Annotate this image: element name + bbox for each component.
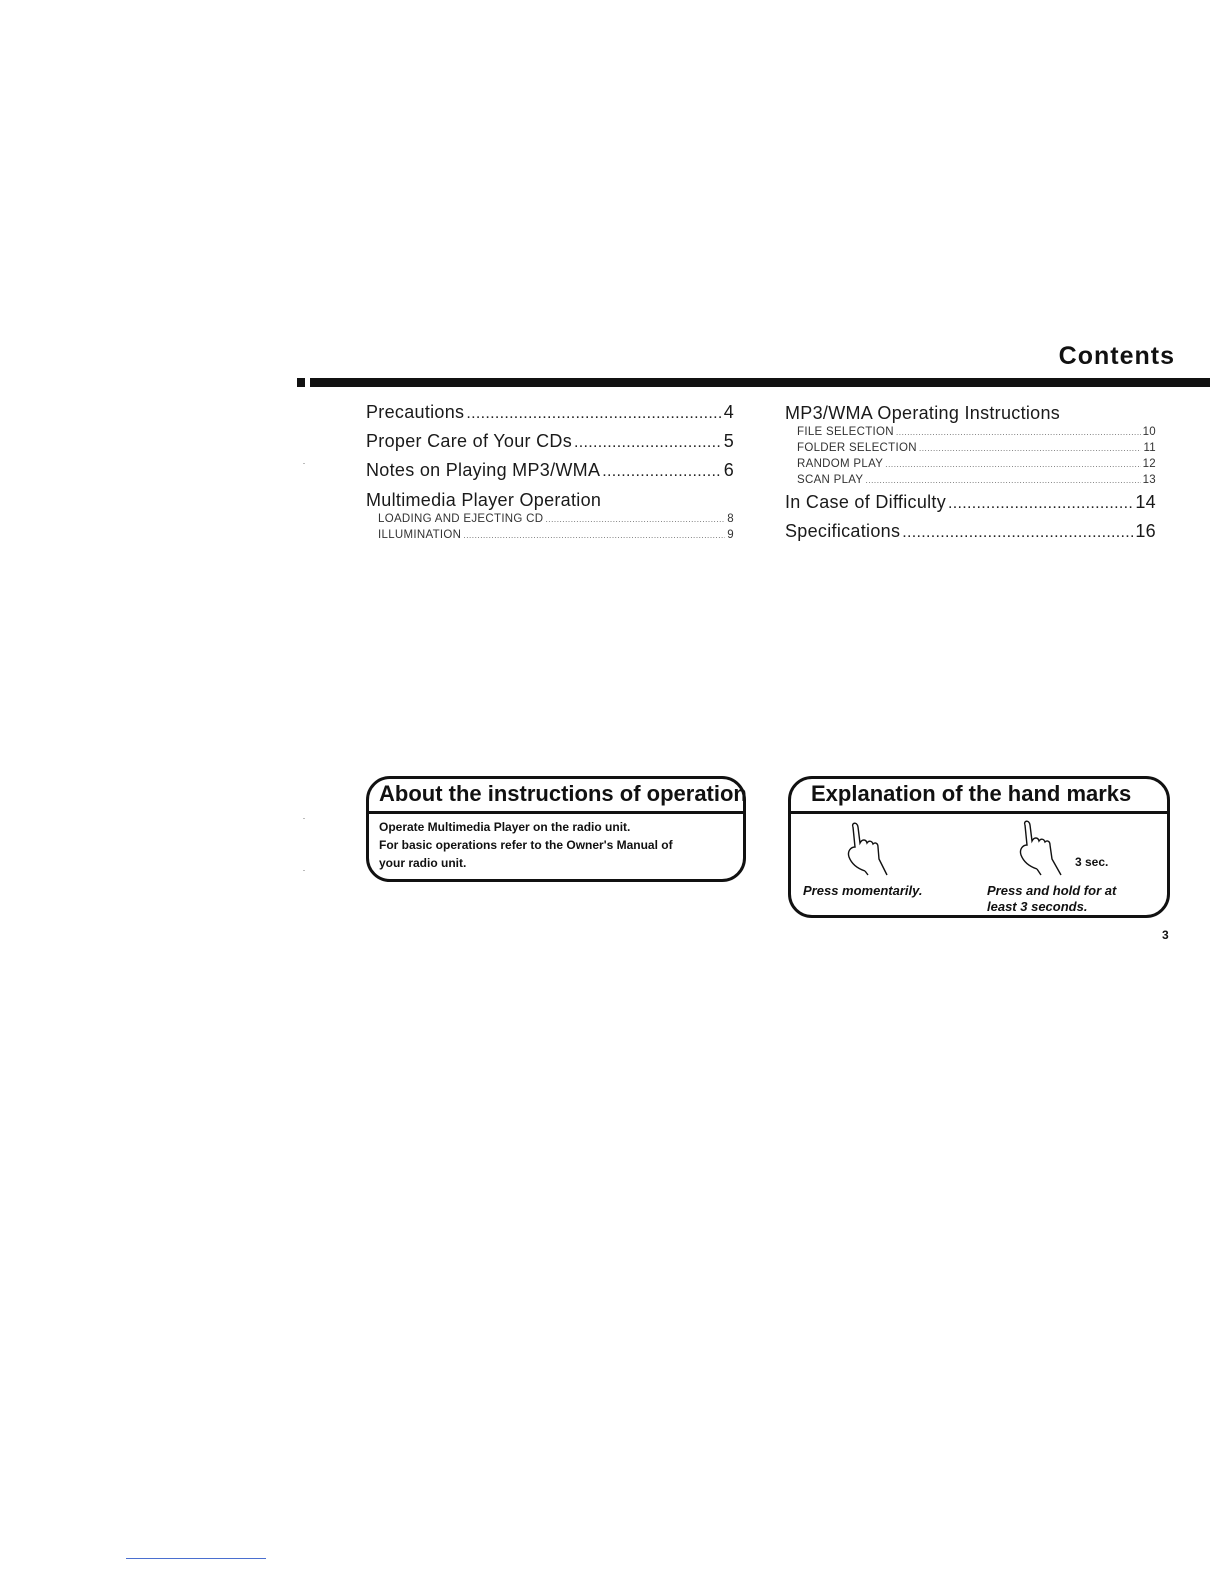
footer-rule [126, 1558, 266, 1559]
toc-page-number: 13 [1142, 474, 1156, 486]
dot-leader [466, 405, 721, 423]
toc-entry-label: Precautions [366, 402, 465, 422]
dot-leader [602, 463, 721, 481]
hand-marks-box [788, 776, 1170, 918]
toc-entry-label: Proper Care of Your CDs [366, 431, 572, 451]
toc-entry-label: Notes on Playing MP3/WMA [366, 460, 601, 480]
toc-page-number: 8 [727, 513, 734, 525]
toc-subentry-illumination[interactable] [378, 527, 734, 543]
dot-leader [902, 524, 1133, 542]
toc-entry-specifications[interactable] [785, 521, 1156, 550]
toc-entry-cd-care[interactable] [366, 431, 734, 460]
scan-mark [303, 818, 305, 819]
toc-subentry-label: FILE SELECTION [797, 426, 894, 438]
dot-leader [574, 434, 722, 452]
title-bar [310, 378, 1210, 387]
toc-subentry-label: LOADING AND EJECTING CD [378, 513, 544, 525]
toc-page-number: 6 [723, 460, 734, 480]
toc-page-number: 4 [723, 402, 734, 422]
box-divider [369, 811, 743, 814]
toc-subentry-loading[interactable] [378, 511, 734, 527]
toc-entry-label: Specifications [785, 521, 901, 541]
toc-page-number: 5 [723, 431, 734, 451]
toc-entry-mp3-notes[interactable] [366, 460, 734, 489]
scan-mark [303, 870, 305, 871]
toc-entry-precautions[interactable] [366, 402, 734, 431]
dot-leader [865, 472, 1140, 488]
toc-entry-difficulty[interactable] [785, 492, 1156, 521]
dot-leader [463, 527, 725, 543]
toc-page-number: 11 [1143, 442, 1156, 454]
toc-subentry-label: SCAN PLAY [797, 474, 864, 486]
toc-subentry-label: FOLDER SELECTION [797, 442, 917, 454]
about-line: For basic operations refer to the Owner's Manual of [379, 838, 673, 852]
toc-group-heading[interactable]: MP3/WMA Operating Instructions [785, 403, 1061, 423]
toc-subentry-file-selection[interactable] [797, 424, 1156, 440]
dot-leader [896, 424, 1141, 440]
dot-leader [545, 511, 725, 527]
toc-group-mp3-instructions [785, 402, 1156, 488]
hand-box-title: Explanation of the hand marks [811, 781, 1132, 806]
toc-page-number: 16 [1135, 521, 1156, 541]
toc-page-number: 14 [1135, 492, 1156, 512]
title-bar-marker [297, 378, 305, 387]
toc-page-number: 12 [1142, 458, 1156, 470]
dot-leader [885, 456, 1140, 472]
box-divider [791, 811, 1167, 814]
about-box-title: About the instructions of operation [379, 781, 747, 806]
toc-group-multimedia-player [366, 489, 734, 543]
toc-subentry-scan-play[interactable] [797, 472, 1156, 488]
dot-leader [919, 440, 1142, 456]
hand-press-hold-icon [1015, 819, 1069, 882]
hold-duration-label: 3 sec. [1075, 855, 1109, 869]
about-box-body [379, 818, 729, 872]
hold-caption-line: least 3 seconds. [987, 899, 1088, 914]
toc-subentry-label: ILLUMINATION [378, 529, 462, 541]
toc-subentry-folder-selection[interactable] [797, 440, 1156, 456]
page-number: 3 [1162, 928, 1169, 942]
about-line: your radio unit. [379, 856, 467, 870]
toc-subentry-label: RANDOM PLAY [797, 458, 884, 470]
toc-page-number: 10 [1142, 426, 1156, 438]
toc-group-heading[interactable]: Multimedia Player Operation [366, 490, 602, 510]
page-title: Contents [1058, 342, 1175, 370]
toc-entry-label: In Case of Difficulty [785, 492, 947, 512]
about-line: Operate Multimedia Player on the radio unit. [379, 820, 631, 834]
toc-left-column [366, 402, 734, 543]
toc-page-number: 9 [727, 529, 734, 541]
about-instructions-box [366, 776, 746, 882]
hold-caption [987, 883, 1157, 915]
toc-subentry-random-play[interactable] [797, 456, 1156, 472]
toc-right-column [785, 402, 1156, 550]
scan-mark [303, 463, 305, 464]
dot-leader [948, 495, 1133, 513]
hold-caption-line: Press and hold for at [987, 883, 1117, 898]
press-caption: Press momentarily. [803, 883, 923, 898]
hand-press-icon [843, 821, 897, 882]
